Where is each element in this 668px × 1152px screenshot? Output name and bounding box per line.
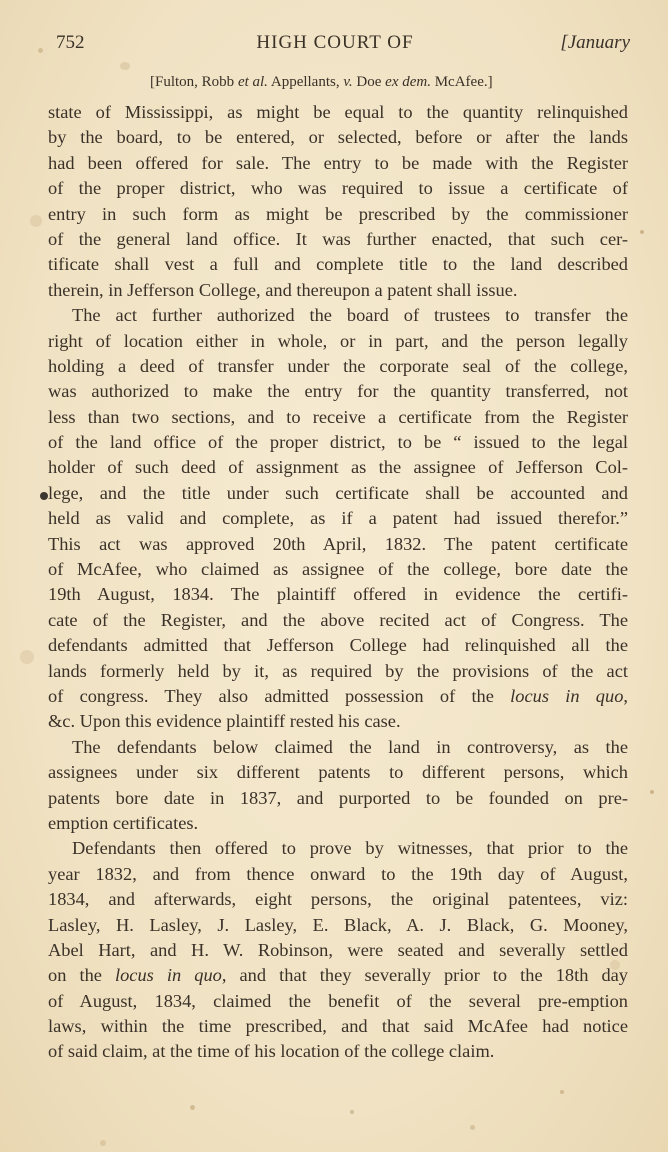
text-line: of the land office of the proper district, to be “ issued to the legal — [48, 432, 628, 453]
text-line: This act was approved 20th April, 1832. The patent certificate — [48, 533, 628, 554]
text-line: year 1832, and from thence onward to the 19th day of August, — [48, 863, 628, 884]
running-month: [January — [560, 32, 630, 53]
foxing-spot — [610, 960, 620, 970]
text-line: The defendants below claimed the land in controversy, as the — [72, 736, 628, 757]
text-line: cate of the Register, and the above recited act of Congress. The — [48, 609, 628, 630]
text-line: holder of such deed of assignment as the assignee of Jefferson Col- — [48, 457, 628, 478]
text-line: Defendants then offered to prove by witnesses, that prior to the — [72, 838, 628, 859]
text-line: tificate shall vest a full and complete title to the land described — [48, 254, 628, 275]
foxing-spot — [100, 1140, 106, 1146]
text-line: patents bore date in 1837, and purported to be founded on pre- — [48, 787, 628, 808]
running-title: HIGH COURT OF — [256, 32, 414, 53]
foxing-spot — [560, 1090, 564, 1094]
text-line: laws, within the time prescribed, and that said McAfee had notice — [48, 1016, 628, 1037]
foxing-spot — [30, 215, 42, 227]
text-line: of said claim, at the time of his location of the college claim. — [48, 1041, 495, 1062]
body-text — [48, 100, 628, 1065]
foxing-spot — [38, 48, 43, 53]
text-line: of congress. They also admitted possession of the locus in quo, — [48, 685, 628, 706]
foxing-spot — [120, 62, 130, 70]
text-line: of McAfee, who claimed as assignee of the college, bore date the — [48, 559, 628, 580]
text-line: state of Mississippi, as might be equal to the quantity relinquished — [48, 102, 628, 122]
foxing-spot — [640, 230, 644, 234]
text-line: lege, and the title under such certificate shall be accounted and — [48, 482, 628, 503]
text-line: right of location either in whole, or in part, and the person legally — [48, 330, 628, 351]
foxing-spot — [650, 790, 654, 794]
foxing-spot — [350, 1110, 354, 1114]
text-line: assignees under six different patents to different persons, which — [48, 762, 628, 783]
foxing-spot — [40, 492, 48, 500]
text-line: of August, 1834, claimed the benefit of the several pre-emption — [48, 990, 628, 1011]
text-line: entry in such form as might be prescribed by the commissioner — [48, 203, 628, 224]
text-line: less than two sections, and to receive a certificate from the Register — [48, 406, 628, 427]
text-line: of the general land office. It was further enacted, that such cer- — [48, 228, 628, 249]
text-line: &c. Upon this evidence plaintiff rested his case. — [48, 711, 401, 732]
text-line: of the proper district, who was required to issue a certificate of — [48, 178, 628, 199]
case-caption: [Fulton, Robb et al. Appellants, v. Doe ex dem. McAfee.] — [150, 74, 493, 90]
page-number: 752 — [56, 32, 85, 53]
text-line: held as valid and complete, as if a patent had issued therefor.” — [48, 508, 628, 529]
text-line: 19th August, 1834. The plaintiff offered in evidence the certifi- — [48, 584, 628, 605]
text-line: 1834, and afterwards, eight persons, the original patentees, viz: — [48, 889, 628, 910]
text-line: holding a deed of transfer under the corporate seal of the college, — [48, 355, 628, 376]
text-line: had been offered for sale. The entry to be made with the Register — [48, 152, 628, 173]
foxing-spot — [190, 1105, 195, 1110]
text-line: therein, in Jefferson College, and thereupon a patent shall issue. — [48, 279, 518, 300]
text-line: was authorized to make the entry for the quantity transferred, not — [48, 381, 628, 402]
foxing-spot — [20, 650, 34, 664]
text-line: defendants admitted that Jefferson College had relinquished all the — [48, 635, 628, 656]
foxing-spot — [470, 1125, 475, 1130]
running-header — [40, 32, 630, 62]
text-line: emption certificates. — [48, 812, 199, 833]
text-line: Lasley, H. Lasley, J. Lasley, E. Black, A. J. Black, G. Mooney, — [48, 914, 628, 935]
text-line: The act further authorized the board of trustees to transfer the — [72, 305, 628, 326]
text-line: lands formerly held by it, as required by the provisions of the act — [48, 660, 628, 681]
text-line: on the locus in quo, and that they severally prior to the 18th day — [48, 965, 628, 986]
text-line: by the board, to be entered, or selected, before or after the lands — [48, 127, 628, 148]
text-line: Abel Hart, and H. W. Robinson, were seated and severally settled — [48, 939, 628, 960]
